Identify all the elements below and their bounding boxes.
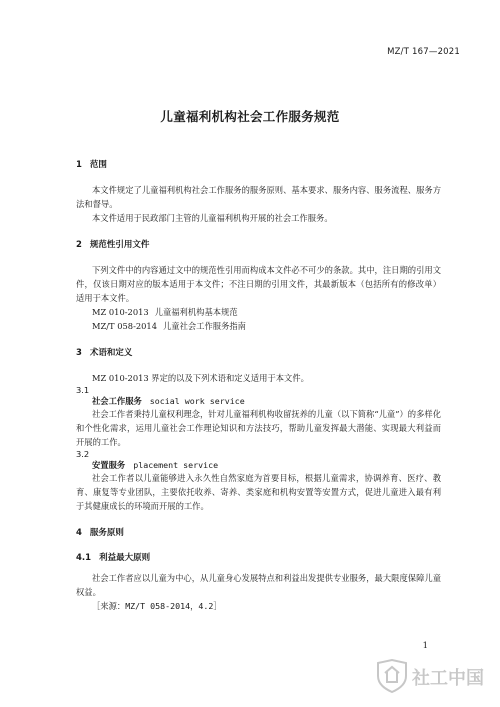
paragraph: 下列文件中的内容通过文中的规范性引用而构成本文件必不可少的条款。其中，注日期的引用文件，仅该日期对应的版本适用于本文件；不注日期的引用文件，其最新版本（包括所有的修改单）适用于本文件。 — [76, 265, 441, 303]
term-zh: 安置服务 — [92, 460, 126, 470]
section-heading-4 — [76, 526, 441, 538]
term-entry — [76, 459, 441, 471]
section-number: 2 — [76, 240, 82, 250]
term-definition: 社会工作者以儿童能够进入永久性自然家庭为首要目标，根据儿童需求，协调养育、医疗、教育、康复等专业团队，主要依托收养、寄养、类家庭和机构安置等安置方式，促进儿童进入最有利于其健康成长的环境而开展的工作。 — [76, 473, 441, 511]
section-title: 范围 — [89, 160, 107, 170]
normative-reference — [76, 319, 441, 333]
document-body — [76, 158, 441, 613]
document-title: 儿童福利机构社会工作服务规范 — [160, 109, 340, 124]
subsection-number: 4.1 — [76, 553, 92, 563]
section-title: 术语和定义 — [89, 348, 133, 358]
term-zh: 社会工作服务 — [92, 396, 142, 406]
section-heading-3 — [76, 346, 441, 358]
subsection-title: 利益最大原则 — [99, 553, 151, 563]
paragraph: 本文件适用于民政部门主管的儿童福利机构开展的社会工作服务。 — [92, 213, 333, 223]
term-en: social work service — [149, 396, 245, 406]
paragraph: MZ 010-2013 界定的以及下列术语和定义适用于本文件。 — [92, 373, 309, 383]
section-number: 4 — [76, 528, 82, 538]
section-number: 3 — [76, 348, 82, 358]
section-title: 规范性引用文件 — [89, 240, 150, 250]
source-note: ［来源：MZ/T 058-2014，4.2］ — [92, 601, 222, 611]
standard-code: MZ/T 167—2021 — [387, 47, 460, 57]
term-definition: 社会工作者秉持儿童权利理念，针对儿童福利机构收留抚养的儿童（以下简称“儿童”）的多样化和个性化需求，运用儿童社会工作理论知识和方法技巧，帮助儿童发挥最大潜能、实现最大利益而开展的工作。 — [76, 409, 441, 447]
subsection-heading-4-1 — [76, 551, 441, 563]
reference-name: 儿童社会工作服务指南 — [162, 321, 246, 331]
paragraph: 社会工作者应以儿童为中心，从儿童身心发展特点和利益出发提供专业服务，最大限度保障儿童权益。 — [76, 573, 441, 597]
watermark-text: 社工中国 — [412, 668, 484, 689]
section-number: 1 — [76, 160, 82, 170]
section-title: 服务原则 — [89, 528, 124, 538]
section-heading-1 — [76, 158, 441, 170]
section-heading-2 — [76, 238, 441, 250]
reference-name: 儿童福利机构基本规范 — [154, 307, 238, 317]
term-entry — [76, 395, 441, 407]
watermark-shield-icon — [374, 659, 486, 693]
normative-reference — [76, 305, 441, 319]
clause-number: 3.1 — [76, 385, 90, 395]
term-en: placement service — [133, 460, 219, 470]
page-number: 1 — [422, 641, 428, 651]
paragraph: 本文件规定了儿童福利机构社会工作服务的服务原则、基本要求、服务内容、服务流程、服务方法和督导。 — [76, 185, 441, 209]
reference-code: MZ 010-2013 — [92, 307, 149, 317]
clause-number: 3.2 — [76, 449, 90, 459]
reference-code: MZ/T 058-2014 — [92, 321, 157, 331]
watermark-logo — [374, 659, 486, 693]
